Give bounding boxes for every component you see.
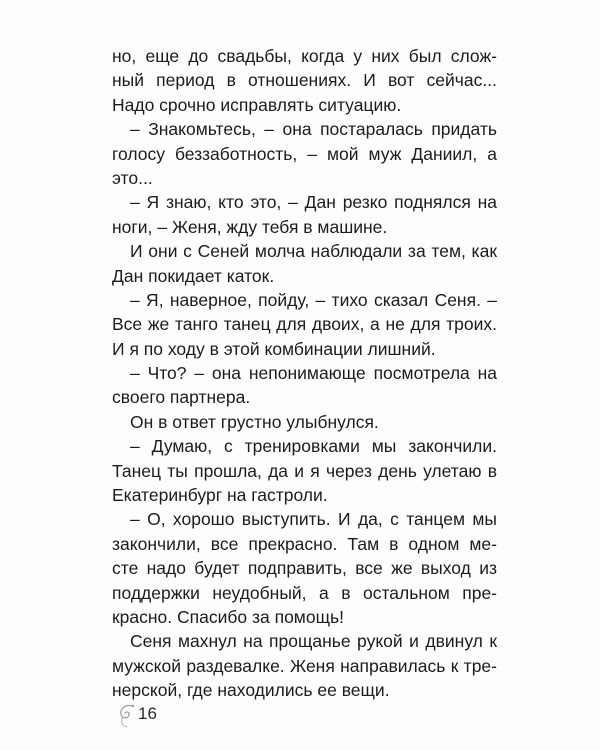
text-line: – Знакомьтесь, – она постаралась придать [130, 119, 497, 140]
body-text [112, 44, 497, 703]
text-line: закончили, все прекрасно. Там в одном ме- [112, 533, 497, 554]
text-line: – Я знаю, кто это, – Дан резко поднялся на [130, 192, 497, 213]
text-line: – Думаю, с тренировками мы закончили. [130, 436, 497, 457]
swirl-ornament-icon [114, 700, 138, 730]
text-line: Сеня махнул на прощанье рукой и двинул к [130, 631, 497, 652]
text-line: своего партнера. [112, 387, 251, 408]
text-line: мужской раздевалке. Женя направилась к тре- [112, 655, 497, 676]
text-line: Все же танго танец для двоих, а не для троих. [112, 314, 497, 335]
text-line: ноги, – Женя, жду тебя в машине. [112, 216, 388, 237]
text-line: поддержки неудобный, а в остальном пре- [112, 582, 497, 603]
text-line: Надо срочно исправлять ситуацию. [112, 94, 402, 115]
text-line: И я по ходу в этой комбинации лишний. [112, 338, 436, 359]
text-line: красно. Спасибо за помощь! [112, 606, 344, 627]
text-line: это... [112, 167, 153, 188]
text-line: Танец ты прошла, да и я через день улетаю в [112, 460, 497, 481]
text-line: голосу беззаботность, – мой муж Даниил, а [112, 143, 497, 164]
text-line: но, еще до свадьбы, когда у них был слож- [112, 46, 497, 66]
text-line: нерской, где находились ее вещи. [112, 680, 390, 701]
text-line: – Я, наверное, пойду, – тихо сказал Сеня. – [130, 289, 497, 310]
page-number: 16 [138, 704, 157, 723]
text-line: ный период в отношениях. И вот сейчас... [112, 70, 497, 91]
text-line: – Что? – она непонимающе посмотрела на [130, 363, 497, 384]
text-line: сте надо будет подправить, все же выход из [112, 558, 497, 579]
text-line: Екатеринбург на гастроли. [112, 485, 328, 506]
text-line: Он в ответ грустно улыбнулся. [130, 411, 379, 432]
text-line: Дан покидает каток. [112, 265, 275, 286]
text-line: – О, хорошо выступить. И да, с танцем мы [130, 509, 497, 530]
text-line: И они с Сеней молча наблюдали за тем, как [130, 241, 497, 262]
